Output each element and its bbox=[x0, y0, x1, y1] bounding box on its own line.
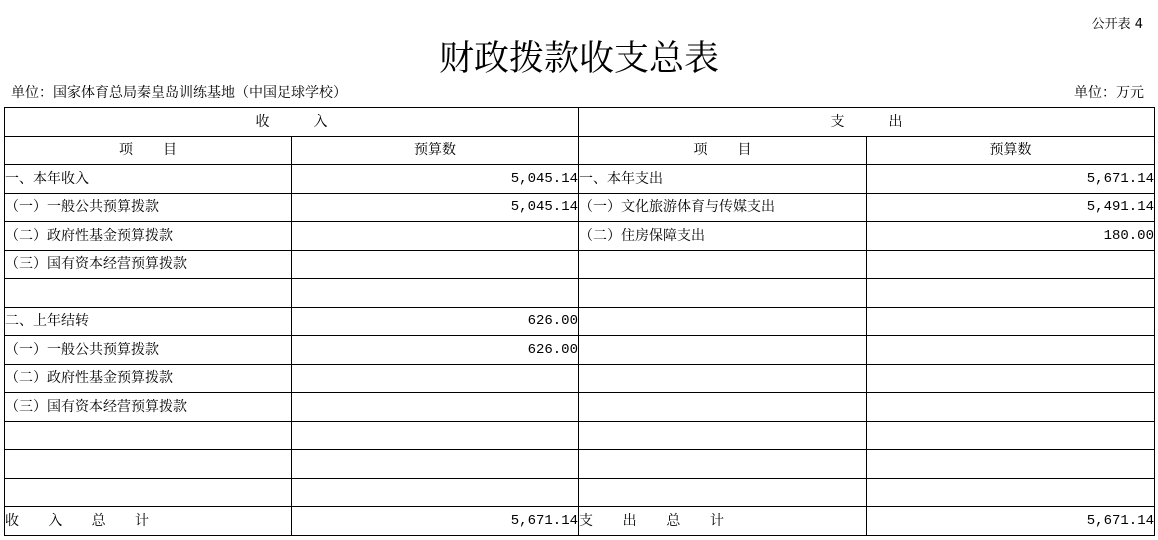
expense-amount-cell: 180.00 bbox=[867, 222, 1155, 251]
income-amount-cell bbox=[292, 421, 579, 450]
income-item-cell: 一、本年收入 bbox=[5, 165, 292, 194]
income-amount-cell bbox=[292, 393, 579, 422]
income-item-header-text: 项 目 bbox=[119, 142, 177, 159]
group-header-row bbox=[5, 108, 1155, 137]
expense-item-cell bbox=[579, 450, 867, 479]
income-item-header bbox=[5, 136, 292, 165]
income-amount-cell bbox=[292, 222, 579, 251]
expense-amount-cell bbox=[867, 478, 1155, 507]
expense-total-value: 5,671.14 bbox=[867, 507, 1155, 536]
expense-item-cell bbox=[579, 393, 867, 422]
page-title: 财政拨款收支总表 bbox=[438, 39, 719, 79]
income-total-label-text: 收 入 总 计 bbox=[5, 512, 149, 529]
expense-item-cell bbox=[579, 307, 867, 336]
income-item-cell bbox=[5, 478, 292, 507]
income-amount-cell bbox=[292, 450, 579, 479]
table-row bbox=[5, 193, 1155, 222]
income-item-cell: 二、上年结转 bbox=[5, 307, 292, 336]
expense-item-cell bbox=[579, 364, 867, 393]
expense-amount-cell bbox=[867, 250, 1155, 279]
table-row bbox=[5, 364, 1155, 393]
expense-budget-header: 预算数 bbox=[867, 136, 1155, 165]
expense-item-header bbox=[579, 136, 867, 165]
table-row bbox=[5, 250, 1155, 279]
expense-total-label bbox=[579, 507, 867, 536]
fiscal-summary-table bbox=[4, 107, 1155, 536]
income-group-header-text: 收 入 bbox=[255, 113, 328, 130]
expense-amount-cell: 5,491.14 bbox=[867, 193, 1155, 222]
amount-unit-label: 单位：万元 bbox=[1074, 85, 1144, 101]
expense-amount-cell bbox=[867, 364, 1155, 393]
table-row bbox=[5, 478, 1155, 507]
column-header-row bbox=[5, 136, 1155, 165]
expense-group-header bbox=[579, 108, 1155, 137]
table-row bbox=[5, 165, 1155, 194]
income-item-cell: （一）一般公共预算拨款 bbox=[5, 193, 292, 222]
expense-item-header-text: 项 目 bbox=[693, 142, 752, 159]
expense-amount-cell: 5,671.14 bbox=[867, 165, 1155, 194]
expense-group-header-text: 支 出 bbox=[830, 113, 903, 130]
expense-amount-cell bbox=[867, 336, 1155, 365]
income-item-cell: （二）政府性基金预算拨款 bbox=[5, 222, 292, 251]
expense-item-cell bbox=[579, 421, 867, 450]
income-amount-cell: 5,045.14 bbox=[292, 165, 579, 194]
income-amount-cell: 626.00 bbox=[292, 336, 579, 365]
expense-item-cell bbox=[579, 336, 867, 365]
form-number-label: 公开表 4 bbox=[1091, 17, 1143, 32]
income-item-cell bbox=[5, 450, 292, 479]
expense-amount-cell bbox=[867, 393, 1155, 422]
expense-amount-cell bbox=[867, 450, 1155, 479]
income-item-cell bbox=[5, 279, 292, 308]
table-row bbox=[5, 393, 1155, 422]
table-row bbox=[5, 450, 1155, 479]
income-total-label bbox=[5, 507, 292, 536]
income-amount-cell: 626.00 bbox=[292, 307, 579, 336]
income-amount-cell bbox=[292, 364, 579, 393]
table-row bbox=[5, 421, 1155, 450]
expense-item-cell bbox=[579, 478, 867, 507]
reporting-unit-label: 单位：国家体育总局秦皇岛训练基地（中国足球学校） bbox=[11, 85, 347, 101]
expense-item-cell: （一）文化旅游体育与传媒支出 bbox=[579, 193, 867, 222]
income-amount-cell bbox=[292, 250, 579, 279]
income-item-cell: （二）政府性基金预算拨款 bbox=[5, 364, 292, 393]
expense-amount-cell bbox=[867, 307, 1155, 336]
income-group-header bbox=[5, 108, 579, 137]
expense-item-cell bbox=[579, 279, 867, 308]
table-row bbox=[5, 307, 1155, 336]
income-amount-cell bbox=[292, 279, 579, 308]
total-row bbox=[5, 507, 1155, 536]
table-row bbox=[5, 279, 1155, 308]
expense-amount-cell bbox=[867, 279, 1155, 308]
income-item-cell: （一）一般公共预算拨款 bbox=[5, 336, 292, 365]
income-amount-cell: 5,045.14 bbox=[292, 193, 579, 222]
income-item-cell bbox=[5, 421, 292, 450]
expense-amount-cell bbox=[867, 421, 1155, 450]
expense-item-cell: （二）住房保障支出 bbox=[579, 222, 867, 251]
income-amount-cell bbox=[292, 478, 579, 507]
expense-item-cell bbox=[579, 250, 867, 279]
expense-total-label-text: 支 出 总 计 bbox=[579, 512, 724, 529]
table-row bbox=[5, 222, 1155, 251]
income-item-cell: （三）国有资本经营预算拨款 bbox=[5, 250, 292, 279]
table-row bbox=[5, 336, 1155, 365]
expense-item-cell: 一、本年支出 bbox=[579, 165, 867, 194]
income-budget-header: 预算数 bbox=[292, 136, 579, 165]
income-item-cell: （三）国有资本经营预算拨款 bbox=[5, 393, 292, 422]
income-total-value: 5,671.14 bbox=[292, 507, 579, 536]
